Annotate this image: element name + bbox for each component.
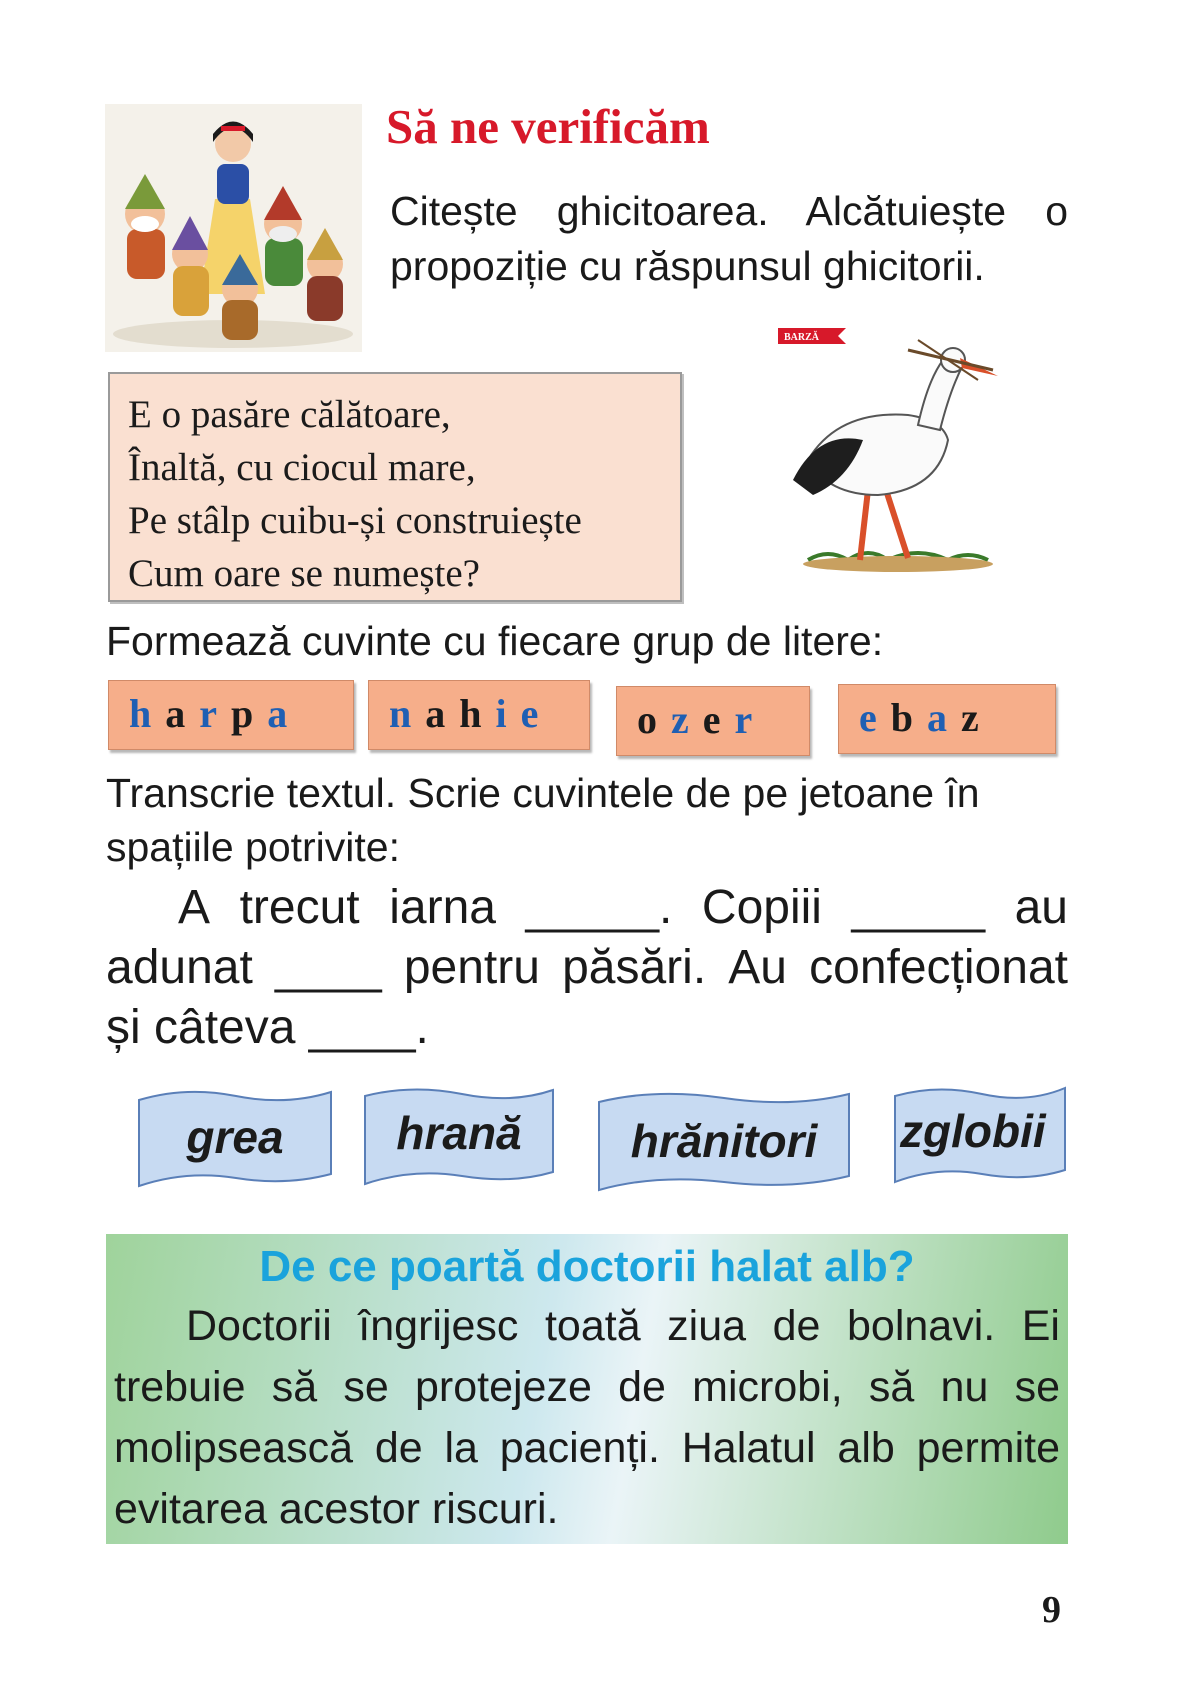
- word-card[interactable]: [596, 1082, 852, 1198]
- tile-letter: p: [231, 691, 268, 736]
- fill-word: au: [1014, 881, 1068, 934]
- word-card[interactable]: [136, 1082, 334, 1194]
- riddle-line: Înaltă, cu ciocul mare,: [128, 446, 476, 489]
- tile-letter: e: [859, 695, 891, 740]
- info-paragraph: Doctorii îngrijesc toată ziua de bolnavi. Ei trebuie să se protejeze de microbi, să nu se molipsească de la pacienți. Halatul alb permite evitarea acestor riscuri.: [114, 1302, 1060, 1533]
- fill-word: trecut: [239, 881, 360, 934]
- tile-letter: r: [734, 697, 767, 742]
- word-card[interactable]: [362, 1082, 556, 1194]
- fill-row: [106, 878, 1068, 938]
- riddle-instruction-line: Citește ghicitoarea. Alcătuiește o: [390, 188, 1068, 234]
- fill-word: confecționat: [809, 941, 1068, 994]
- info-title: De ce poartă doctorii halat alb?: [259, 1242, 915, 1291]
- tile-letter: r: [199, 691, 232, 736]
- fill-in-text: [106, 878, 1068, 1058]
- fill-word: A: [178, 881, 211, 934]
- letter-tile[interactable]: [368, 680, 590, 750]
- riddle-instruction: [390, 184, 1068, 294]
- tile-letter: n: [389, 691, 426, 736]
- fill-word: Copiii: [701, 881, 822, 934]
- word-card-label: grea: [186, 1111, 284, 1163]
- word-card-label: hrană: [396, 1107, 522, 1159]
- letter-tile[interactable]: [108, 680, 354, 750]
- tile-letter: z: [671, 697, 703, 742]
- riddle-line: E o pasăre călătoare,: [128, 393, 451, 436]
- word-card-label: hrănitori: [630, 1115, 818, 1167]
- letter-tile[interactable]: [616, 686, 810, 756]
- fill-word: iarna: [389, 881, 496, 934]
- tile-letter: b: [890, 695, 928, 740]
- fill-word: păsări.: [562, 941, 707, 994]
- word-card[interactable]: [892, 1082, 1068, 1194]
- info-text: [114, 1296, 1060, 1540]
- riddle-line: Pe stâlp cuibu-și construiește: [128, 499, 582, 542]
- tile-letter: h: [129, 691, 166, 736]
- fill-word: Au: [728, 941, 787, 994]
- tile-letter: i: [495, 691, 521, 736]
- tile-letter: e: [520, 691, 553, 736]
- tile-letter: e: [702, 697, 735, 742]
- snow-white-illustration: [105, 104, 362, 352]
- tile-letter: o: [637, 697, 671, 742]
- tile-letter: a: [267, 691, 302, 736]
- stork-label: BARZĂ: [784, 332, 820, 343]
- fill-blank: _____.: [525, 881, 673, 934]
- letters-instruction: Formează cuvinte cu fiecare grup de litere:: [106, 618, 884, 664]
- fill-row: și câteva ____.: [106, 1001, 429, 1054]
- tile-letter: z: [961, 695, 993, 740]
- tile-letter: a: [165, 691, 200, 736]
- tile-letter: h: [459, 691, 496, 736]
- riddle-line: Cum oare se numește?: [128, 552, 480, 595]
- letter-tiles: [108, 680, 1058, 756]
- letter-tile[interactable]: [838, 684, 1056, 754]
- tile-letter: a: [927, 695, 962, 740]
- fill-word: adunat: [106, 941, 253, 994]
- page-number: 9: [1042, 1589, 1061, 1631]
- word-cards: [136, 1082, 1068, 1198]
- transcribe-instruction: Transcrie textul. Scrie cuvintele de pe jetoane în spațiile potrivite:: [106, 770, 980, 870]
- riddle-instruction-line: propoziție cu răspunsul ghicitorii.: [390, 243, 985, 289]
- stork-illustration: [768, 320, 1004, 582]
- fill-word: pentru: [403, 941, 540, 994]
- fill-blank: ____: [274, 941, 382, 994]
- info-box: [106, 1234, 1068, 1544]
- fill-row: [106, 938, 1068, 998]
- fill-blank: _____: [851, 881, 986, 934]
- page-title: Să ne verificăm: [386, 99, 710, 154]
- tile-letter: a: [425, 691, 460, 736]
- word-card-label: zglobii: [900, 1105, 1046, 1157]
- riddle-box: [108, 372, 682, 602]
